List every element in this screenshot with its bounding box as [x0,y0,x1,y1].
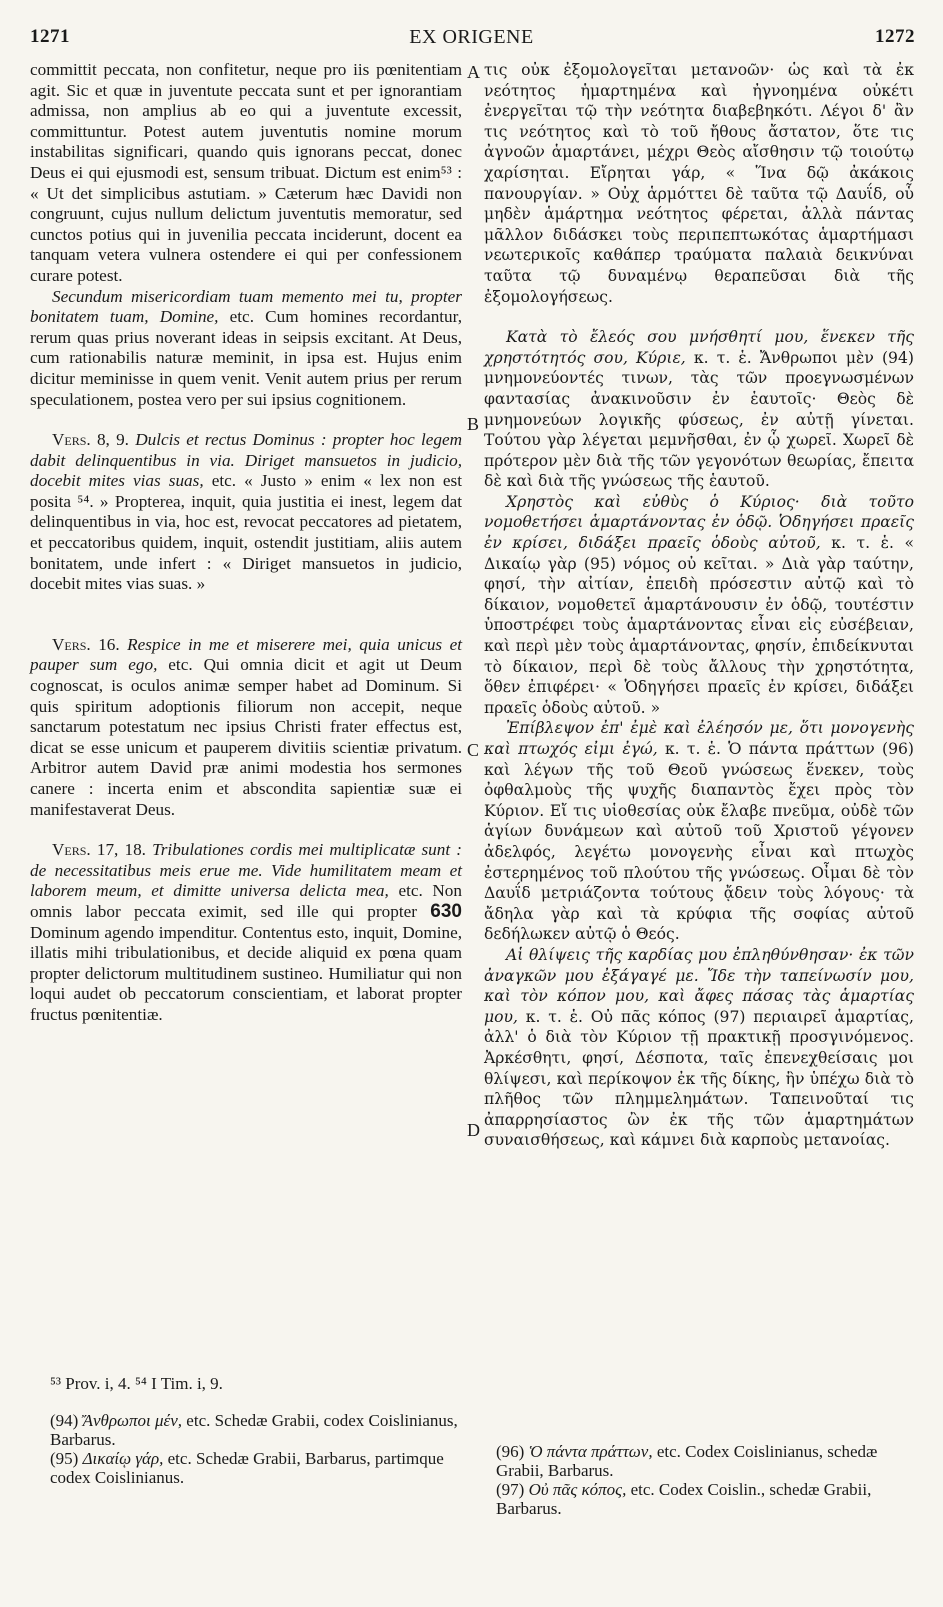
margin-marker-a: A [467,62,480,82]
greek-paragraph-1: τις οὐκ ἐξομολογεῖται μετανοῶν· ὡς καὶ τὰ ἐκ νεότητος ἡμαρτημένα καὶ ἠγνοημένα οὐκέτι ἐνεργεῖται τῷ τὴν νεότητα διαβεβηκότι. Λέγοι δ' ἂν τις νεότητος καὶ τὸ τοῦ ἤθους ἄστατον, ὅτε τις ἀγνοῶν ἁμαρτάνει, μέχρι Θεὸς αἴσθησιν τῷ τοιούτῳ χαρίσηται. Εἴρηται γάρ, « Ἵνα δῷ ἀκάκοις πανουργίαν. » Οὐχ ἁρμόττει δὲ ταῦτα τῷ Δαυΐδ, οὗ μηδὲν ἁμάρτημα νεότητος φέρεται, ἀλλὰ πάντας μᾶλλον διδάσκει τοὺς περιπεπτωκότας ἁμαρτήμασι νεωτερικοῖς καθάπερ τραύματα παλαιὰ δεικνύναι ταῦτα τῷ δυναμένῳ θεραπεῦσαι διὰ τῆς ἐξομολογήσεως. [484,61,914,306]
footnote-96-number: (96) [496,1442,529,1461]
footnote-94-text: etc. Schedæ Grabii, codex Coislinianus, Barbarus. [50,1411,458,1449]
footnote-95 [50,1449,460,1487]
page-header [22,22,921,46]
greek-commentary-3: κ. τ. ἑ. « Δικαίῳ γὰρ (95) νόμος οὐ κεῖται. » Διὰ γὰρ ταύτην, φησί, τὴν αἰτίαν, ἐπειδὴ πρόσεστιν αὐτῷ καὶ τὸ δίκαιον, νομοθετεῖ ἁμαρτάνουσιν ἐν ὁδῷ, τουτέστιν ὑποστρέφει τοὺς ἁμαρτάνοντας εἶναι εἰς εὐσέβειαν, καὶ περὶ μὲν τοὺς ἁμαρτάνοντας, φησίν, ἐπιδείκνυται τὸ δίκαιον, περὶ δὲ τοὺς ἄλλους τὴν χρηστότητα, ὅθεν ἐπιφέρει· « Ὁδηγήσει πραεῖς ἐν κρίσει, διδάξει πραεῖς ὁδοὺς αὐτοῦ. » [484,534,915,717]
footnote-97-lemma: Οὐ πᾶς κόπος, [528,1480,627,1499]
page-number-left: 1271 [30,26,70,47]
latin-column [30,60,462,1026]
verse-ref-5: Vers. 17, 18. [52,840,146,860]
margin-marker-b: B [467,414,480,434]
latin-commentary-2: etc. Cum homines recordantur, rerum quas prius noverant ideas in seipsis excitant. At Deus, cum rationabilis naturæ meminit, in ipsa est. Hujus enim dicitur meminisse in quem venit. Venit autem prius per rerum speculationem, postea vero per sui ipsius cognitionem. [30,307,462,409]
column-number: 630 [430,900,462,922]
footnote-94-lemma: Ἄνθρωποι μέν, [82,1411,183,1430]
latin-commentary-4: etc. Qui omnia dicit et agit ut Deum cognoscat, is oculos animæ semper habet ad Dominum. Si quis spiritum adoptionis filiorum non accepit, neque sanctarum potestatum nec ipsius Christi frater effectus est, dicat se esse unicum et pauperem divitiis scientiæ privatum. Arbitror autem David præ animi modestia hos sermones canere : incerta enim et abscondita sapientiæ suæ ei manifestaverat Deus. [30,655,462,819]
footnote-95-number: (95) [50,1449,83,1468]
footnote-94-number: (94) [50,1411,83,1430]
running-title: EX ORIGENE [409,26,534,48]
footnotes-right [496,1442,916,1518]
greek-commentary-2: κ. τ. ἑ. Ἄνθρωποι μὲν (94) μνημονεύοντές τινων, τὰς τῶν προεγνωσμένων φαντασίας ἀνακινοῦσιν ἐν ἑαυτοῖς· Θεὸς δὲ μνημονεύων λογικῆς φύσεως, ἐν αὐτῇ γίνεται. Τούτου γὰρ λέγεται μεμνῆσθαι, ἐν ᾧ χωρεῖ. Χωρεῖ δὲ πρότερον μὲν διὰ τῆς τῶν γεγονότων θεωρίας, ἔπειτα δὲ καὶ διὰ τῆς γνώσεως τῆς ἑαυτοῦ. [484,348,914,491]
latin-commentary-5a: etc. Non omnis labor peccata eximit, sed ille qui propter [30,881,462,921]
margin-marker-d: D [467,1120,480,1140]
latin-paragraph-2 [30,287,462,411]
footnote-96-lemma: Ὁ πάντα πράττων, [528,1442,653,1461]
latin-paragraph-4 [30,635,462,820]
greek-paragraph-3 [484,492,914,719]
margin-marker-c: C [467,740,480,760]
footnote-97-text: etc. Codex Coislin., schedæ Grabii, Barbarus. [496,1480,872,1518]
greek-commentary-5: κ. τ. ἑ. Οὐ πᾶς κόπος (97) περιαιρεῖ ἁμαρτίας, ἀλλ' ὁ διὰ τὸν Κύριον τῇ πρακτικῇ προσγινόμενος. Ἀρκέσθητι, φησί, Δέσποτα, ταῖς ἐπενεχθείσαις μοι θλίψεσι, καὶ περίκοψον ἐκ τῆς δίκης, ἣν ὑπέχω διὰ τὸ πλῆθος τῶν πλημμελημάτων. Ταπεινοῦταί τις ἀπαρρησίαστος ὢν ἐκ τῆς τῶν ἁμαρτημάτων συναισθήσεως, καὶ κάμνει διὰ καρποὺς μετανοίας. [484,1007,914,1150]
latin-verse-2: Secundum misericordiam tuam memento mei tu, propter bonitatem tuam, Domine, [30,286,462,327]
footnote-97-number: (97) [496,1480,529,1499]
latin-commentary-3: etc. « Justo » enim « lex non est posita ⁵⁴. » Propterea, inquit, quia justitia ei inest, legem dat delinquentibus in via, hoc est, revocat peccatores ad pietatem, et peccatoribus quidem, inquit, ostendit justitiam, aliis autem bonitatem, unde infert : « Diriget mansuetos in judicio, docebit mites vias suas. » [30,471,462,594]
footnote-96 [496,1442,916,1480]
footnote-95-lemma: Δικαίῳ γάρ, [82,1449,164,1468]
verse-ref-4: Vers. 16. [52,634,120,654]
latin-verse-4: Respice in me et miserere mei, quia unicus et pauper sum ego, [30,634,463,675]
greek-paragraph-4 [484,718,914,945]
greek-commentary-4: κ. τ. ἑ. Ὁ πάντα πράττων (96) καὶ λέγων τῆς τοῦ Θεοῦ γνώσεως ἕνεκεν, τοὺς ὀφθαλμοὺς τῆς ψυχῆς διαπαντὸς ἔχει πρὸς τὸν Κύριον. Εἴ τις υἱοθεσίας οὐκ ἔλαβε πνεῦμα, οὐδὲ τῶν ἁγίων δυνάμεων καὶ αὐτοῦ τοῦ Χριστοῦ γέγονεν ἀδελφός, λεγέτω μονογενὴς εἶναι καὶ πτωχὸς ἐστερημένος τοῦ πλούτου τῆς γνώσεως. Οἶμαι δὲ τὸν Δαυΐδ μετριάζοντα τούτους ᾄδειν τοὺς λόγους· τὰ ἄδηλα γὰρ καὶ τὰ κρύφια τῆς σοφίας αὐτοῦ δεδήλωκεν αὐτῷ ὁ Θεός. [484,740,914,944]
footnote-96-text: etc. Codex Coislinianus, schedæ Grabii, Barbarus. [496,1442,878,1480]
verse-ref-3: Vers. 8, 9. [52,430,129,450]
greek-verse-4: Ἐπίβλεψον ἐπ' ἐμὲ καὶ ἐλέησόν με, ὅτι μονογενὴς καὶ πτωχός εἰμι ἐγώ, [484,719,914,758]
footnote-94 [50,1411,460,1449]
greek-verse-5: Αἱ θλίψεις τῆς καρδίας μου ἐπληθύνθησαν· ἐκ τῶν ἀναγκῶν μου ἐξάγαγέ με. Ἴδε τὴν ταπείνωσίν μου, καὶ τὸν κόπον μου, καὶ ἄφες πάσας τὰς ἁμαρτίας μου, [484,945,914,1026]
greek-verse-2: Κατὰ τὸ ἔλεός σου μνήσθητί μου, ἕνεκεν τῆς χρηστότητός σου, Κύριε, [484,328,914,367]
latin-verse-5: Tribulationes cordis mei multiplicatæ sunt : de necessitatibus meis erue me. Vide humilitatem meam et laborem meum, et dimitte universa delicta mea, [30,840,462,901]
latin-verse-3: Dulcis et rectus Dominus : propter hoc legem dabit delinquentibus in via. Diriget mansuetos in judicio, docebit mites vias suas, [30,430,463,491]
greek-column [484,60,914,1151]
greek-verse-3: Χρηστὸς καὶ εὐθὺς ὁ Κύριος· διὰ τοῦτο νομοθετήσει ἁμαρτάνοντας ἐν ὁδῷ. Ὁδηγήσει πραεῖς ἐν κρίσει, διδάξει πραεῖς ὁδοὺς αὐτοῦ, [484,492,914,553]
footnotes-left [50,1374,460,1487]
footnote-97 [496,1480,916,1518]
greek-paragraph-5 [484,945,914,1151]
latin-paragraph-3 [30,430,462,595]
latin-commentary-5b: Dominum agendo impenditur. Contentus esto, inquit, Domine, illatis mihi tribulationibus, et decide aliquid ex pœna quam propter delictorum multitudinem sustineo. Humiliatur qui non loqui audet ob peccatorum conscientiam, et laborat propter fructus pœnitentiæ. [30,922,462,1024]
greek-paragraph-2 [484,327,914,492]
latin-paragraph-1: committit peccata, non confitetur, neque pro iis pœnitentiam agit. Sic et quæ in juventute peccata sunt et per ignorantiam admissa, non amplius ab eo qui a juventute excessit, committuntur. Potest autem juventutis nomine morum instabilitas significari, quando quis ignorans peccat, donec Deus ei qui ejusmodi est, sensum tribuat. Dictum est enim⁵³ : « Ut det simplicibus astutiam. » Cæterum hæc Davidi non congruunt, cujus nullum delictum juventutis memoratur, sed cunctos potius qui in juvenilia peccata inciderunt, docent ea tanquam vetera vulnera ostendere ei qui per confessionem curare potest. [30,60,462,285]
latin-paragraph-5 [30,840,462,1025]
scripture-references: ⁵³ Prov. i, 4. ⁵⁴ I Tim. i, 9. [50,1374,223,1393]
page-number-right: 1272 [875,26,915,47]
footnote-95-text: etc. Schedæ Grabii, Barbarus, partimque codex Coislinianus. [50,1449,444,1487]
